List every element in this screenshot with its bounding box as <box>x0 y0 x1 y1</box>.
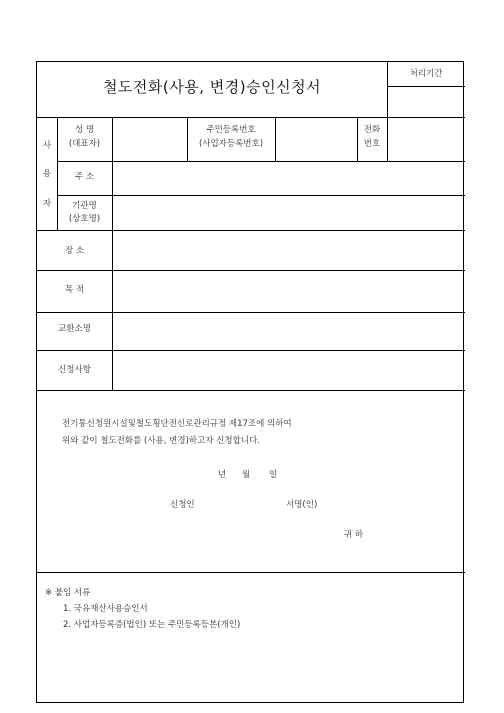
purpose-field[interactable] <box>113 271 464 311</box>
id-sub-label: (사업자등록번호) <box>198 139 264 149</box>
side-label-ja: 자 <box>42 199 52 209</box>
declaration-line-1: 전기통신청원시설및철도횡단전신로관리규정 제17조에 의하여 <box>62 419 292 429</box>
signature-label[interactable]: 서명(인) <box>286 500 318 510</box>
attachments-header: ※ 붙임 서류 <box>45 588 91 598</box>
purpose-label: 목 적 <box>64 285 85 295</box>
place-label: 장 소 <box>64 246 85 256</box>
org-sub-label: (상호명) <box>68 214 101 224</box>
phone-label-1: 전화 <box>363 125 381 135</box>
applicant-label: 신청인 <box>170 500 195 510</box>
request-field[interactable] <box>113 351 464 389</box>
org-field[interactable] <box>113 196 464 229</box>
id-label: 주민등록번호 <box>206 125 256 135</box>
phone-label-2: 번호 <box>363 139 381 149</box>
name-field[interactable] <box>113 118 187 160</box>
application-form <box>36 61 464 703</box>
exchange-field[interactable] <box>113 313 464 349</box>
attachment-item-1: 1. 국유재산사용승인서 <box>63 604 148 614</box>
exchange-label: 교환소명 <box>58 324 91 334</box>
name-label: 성 명 <box>74 125 95 135</box>
attachment-item-2: 2. 사업자등록증(법인) 또는 주민등록등본(개인) <box>63 620 241 630</box>
address-field[interactable] <box>113 162 464 194</box>
recipient-label: 귀 하 <box>344 530 364 540</box>
processing-divider <box>387 86 465 87</box>
name-sub-label: (대표자) <box>68 139 101 149</box>
request-label: 신청사항 <box>58 365 91 375</box>
declaration-line-2: 위와 같이 철도전화를 (사용, 변경)하고자 신청합니다. <box>62 436 260 446</box>
side-label-sa: 사 <box>42 141 52 151</box>
phone-field[interactable] <box>388 118 464 160</box>
year-label: 년 <box>218 470 227 480</box>
request-bottom-line <box>37 390 465 391</box>
body-bottom-line <box>37 572 465 573</box>
org-label: 기관명 <box>72 201 97 211</box>
processing-period-label: 처리기간 <box>409 69 443 79</box>
id-number-field[interactable] <box>276 118 357 160</box>
place-field[interactable] <box>113 231 464 270</box>
month-label: 월 <box>242 470 251 480</box>
address-label: 주 소 <box>74 172 95 182</box>
side-label-yong: 용 <box>42 169 52 179</box>
day-label: 일 <box>269 470 278 480</box>
form-title: 철도전화(사용, 변경)승인신청서 <box>102 78 322 96</box>
